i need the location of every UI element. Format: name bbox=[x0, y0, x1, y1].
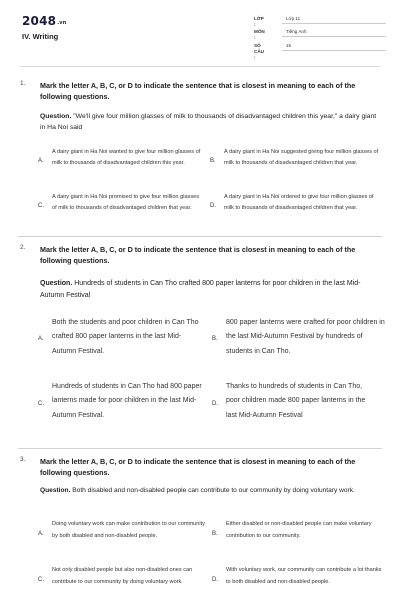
option-text: A dairy giant in Ha Noi ordered to give four million glasses of milk to thousands of disadvantaged children that year. bbox=[224, 194, 374, 211]
option-text: A dairy giant in Ha Noi suggested giving four million glasses of milk to thousands of disadvantaged children that year. bbox=[224, 149, 379, 166]
meta-value: 15 bbox=[286, 43, 292, 48]
header-divider bbox=[20, 66, 380, 67]
question-1 bbox=[20, 80, 382, 240]
meta-underline bbox=[282, 36, 386, 37]
question-divider bbox=[18, 236, 382, 237]
logo-text: 2048 bbox=[22, 14, 57, 28]
question-3 bbox=[20, 456, 382, 600]
question-stem bbox=[40, 485, 380, 496]
meta-underline bbox=[282, 50, 386, 51]
option-letter: B. bbox=[212, 531, 218, 537]
option-text: Thanks to hundreds of students in Can Tho, poor children made 800 paper lanterns in the last Mid-Autumn Festival bbox=[226, 383, 366, 419]
question-stem bbox=[40, 278, 380, 302]
option-text: Not only disabled people but also non-disabled ones can contribute to our community by doing voluntary work. bbox=[52, 567, 193, 585]
option-text: Both the students and poor children in Can Tho crafted 800 paper lanterns in the last Mid-Autumn Festival. bbox=[52, 319, 199, 355]
meta-key: MÔN : bbox=[254, 29, 265, 40]
option-text: 800 paper lanterns were crafted for poor children in the last Mid-Autumn Festival by hundreds of students in Can Tho. bbox=[226, 319, 385, 355]
question-number: 3. bbox=[20, 456, 26, 463]
logo-suffix: .vn bbox=[57, 20, 67, 26]
question-text: Both disabled and non-disabled people can contribute to our community by doing voluntary work. bbox=[72, 487, 355, 494]
option-text: Doing voluntary work can make contribution to our community by both disabled and non-disabled people. bbox=[52, 521, 205, 539]
question-stem bbox=[40, 112, 380, 133]
question-label: Question. bbox=[40, 113, 72, 120]
page-header bbox=[0, 0, 400, 62]
option-letter: A. bbox=[38, 158, 44, 164]
question-instruction: Mark the letter A, B, C, or D to indicate the sentence that is closest in meaning to each of the following questions. bbox=[40, 81, 356, 101]
meta-key: SỐ CÂU : bbox=[254, 43, 264, 60]
option-text: A dairy giant in Ha Noi wanted to give four million glasses of milk to thousands of disadvantaged children this year. bbox=[52, 149, 201, 166]
option-letter: D. bbox=[210, 203, 216, 209]
question-instruction: Mark the letter A, B, C, or D to indicate the sentence that is closest in meaning to each of the following questions. bbox=[40, 457, 356, 477]
site-logo[interactable] bbox=[22, 14, 67, 28]
question-text: Hundreds of students in Can Tho crafted 800 paper lanterns for poor children in the last Mid-Autumn Festival bbox=[40, 280, 361, 299]
question-instruction: Mark the letter A, B, C, or D to indicate the sentence that is closest in meaning to each of the following questions. bbox=[40, 245, 356, 265]
meta-key: LỚP : bbox=[254, 16, 264, 27]
option-letter: C. bbox=[38, 401, 44, 407]
question-2 bbox=[20, 244, 385, 449]
question-label: Question. bbox=[40, 280, 73, 287]
question-text: "We'll give four million glasses of milk to thousands of disadvantaged children this year," a dairy giant in Ha Noi said bbox=[40, 113, 377, 131]
section-title: IV. Writing bbox=[22, 32, 59, 41]
meta-value: Lớp 11 bbox=[286, 16, 301, 21]
option-text: Hundreds of students in Can Tho had 800 paper lanterns made for poor children in the last Mid-Autumn Festival. bbox=[52, 383, 202, 419]
option-letter: B. bbox=[212, 336, 218, 342]
option-letter: A. bbox=[38, 531, 44, 537]
question-label: Question. bbox=[40, 487, 71, 494]
meta-value: Tiếng Anh bbox=[286, 29, 307, 34]
question-number: 2. bbox=[20, 244, 26, 251]
option-letter: C. bbox=[38, 203, 44, 209]
option-text: With voluntary work, our community can contribute a lot thanks to both disabled and non-disabled people. bbox=[226, 567, 382, 585]
option-letter: D. bbox=[212, 401, 218, 407]
question-divider bbox=[18, 448, 382, 449]
option-text: A dairy giant in Ha Noi promised to give four million glasses of milk to thousands of disadvantaged children that year. bbox=[52, 194, 200, 211]
option-letter: C. bbox=[38, 577, 44, 583]
question-number: 1. bbox=[20, 80, 26, 87]
meta-underline bbox=[282, 23, 386, 24]
option-text: Either disabled or non-disabled people can make voluntary contribution to our community. bbox=[226, 521, 372, 539]
option-letter: B. bbox=[210, 158, 216, 164]
option-letter: A. bbox=[38, 336, 44, 342]
option-letter: D. bbox=[212, 577, 218, 583]
